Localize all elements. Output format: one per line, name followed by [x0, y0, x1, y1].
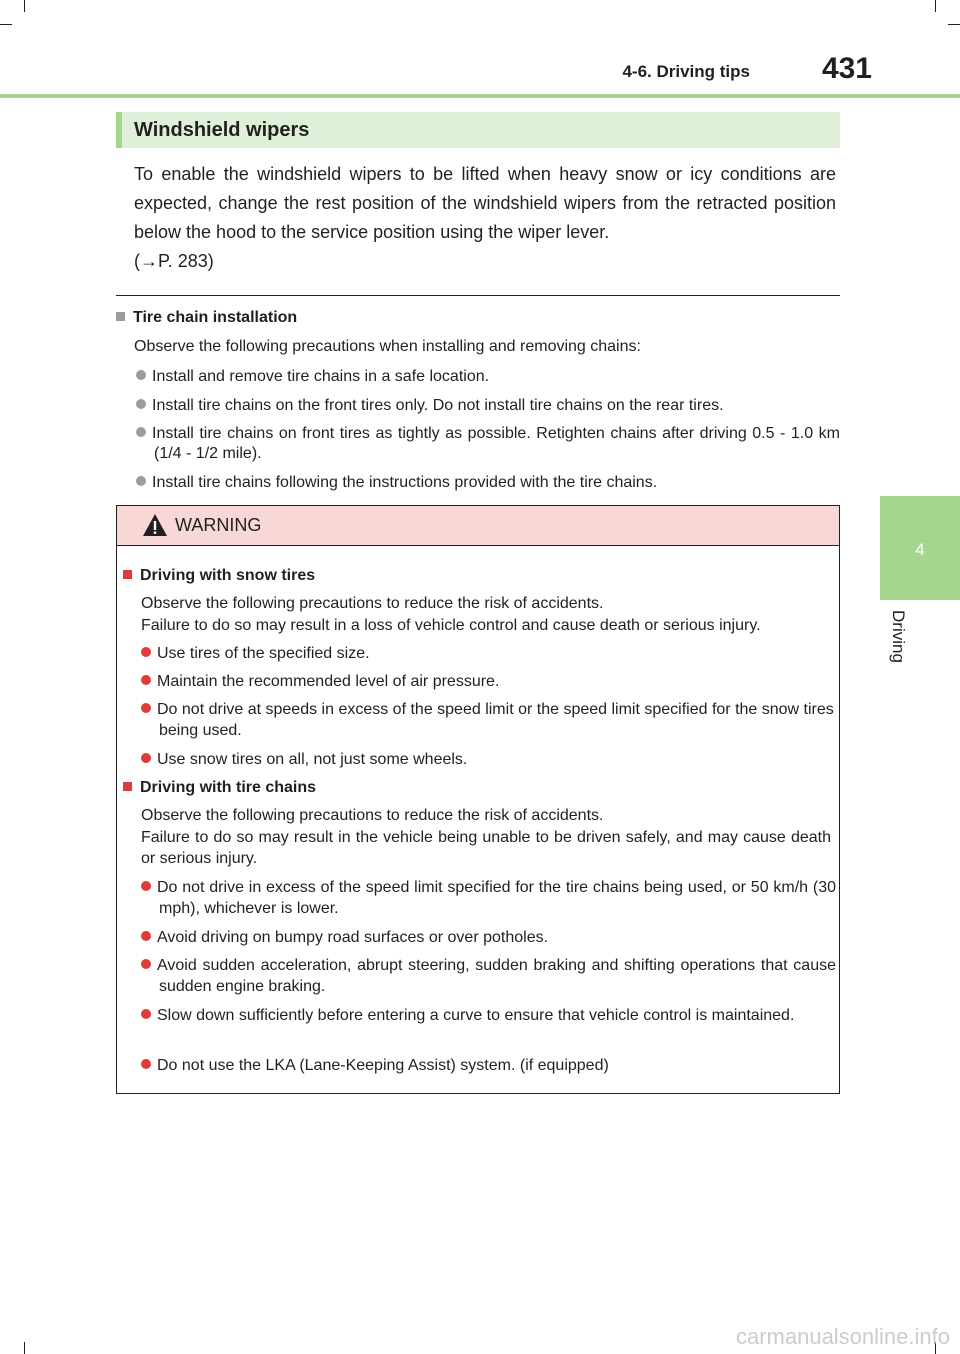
bullet-icon: [141, 1009, 151, 1019]
list-item: [141, 671, 836, 692]
list-item: [136, 367, 840, 387]
tire-chain-heading: [116, 309, 297, 327]
bullet-icon: [141, 753, 151, 763]
list-item-text: Do not drive at speeds in excess of the speed limit or the speed limit specified for the snow tires being used.: [157, 701, 834, 739]
crop-mark: [935, 0, 936, 12]
snow-tires-line1: Observe the following precautions to reduce the risk of accidents.: [141, 595, 604, 612]
list-item: [141, 877, 836, 919]
bullet-icon: [141, 881, 151, 891]
warning-triangle-icon: [142, 513, 168, 537]
chapter-label: [886, 610, 916, 680]
list-item-text: Use snow tires on all, not just some wheels.: [157, 751, 468, 768]
bullet-icon: [141, 647, 151, 657]
list-item-text: Use tires of the specified size.: [157, 645, 370, 662]
list-item-text: Do not use the LKA (Lane-Keeping Assist) system. (if equipped): [157, 1057, 609, 1074]
warning-title: WARNING: [175, 515, 262, 535]
snow-tires-heading-text: Driving with snow tires: [140, 567, 316, 584]
chapter-number: 4: [915, 540, 925, 559]
chapter-label-text: Driving: [889, 610, 908, 663]
running-header: 4-6. Driving tips: [622, 62, 750, 81]
bullet-icon: [141, 703, 151, 713]
bullet-icon: [136, 476, 146, 486]
list-item: [141, 955, 836, 997]
bullet-icon: [141, 959, 151, 969]
warning-header: [117, 506, 839, 546]
list-item: [141, 699, 836, 741]
list-item-text: Do not drive in excess of the speed limit specified for the tire chains being used, or 50 km/h (30 mph), whichever is lower.: [157, 879, 836, 917]
watermark: carmanualsonline.info: [735, 1324, 950, 1349]
snow-tires-line2: Failure to do so may result in a loss of vehicle control and cause death or serious injury.: [141, 617, 761, 634]
list-item: [136, 424, 840, 464]
arrow-icon: →: [140, 251, 158, 271]
list-item: [136, 396, 840, 416]
square-bullet-icon: [123, 570, 132, 579]
bullet-icon: [136, 427, 146, 437]
bullet-icon: [141, 675, 151, 685]
tire-chains-line2: Failure to do so may result in the vehicle being unable to be driven safely, and may cause death or serious injury.: [141, 829, 831, 867]
list-item-text: Avoid driving on bumpy road surfaces or over potholes.: [157, 929, 549, 946]
windshield-body: To enable the windshield wipers to be lifted when heavy snow or icy conditions are expected, change the rest position of the windshield wipers from the retracted position below the hood to the service position using the wiper lever.: [134, 164, 836, 242]
list-item-text: Install and remove tire chains in a safe location.: [152, 368, 490, 385]
list-item: [141, 749, 836, 770]
tire-chain-intro: Observe the following precautions when installing and removing chains:: [134, 338, 641, 355]
crop-mark: [24, 1342, 25, 1354]
header-rule: [0, 94, 960, 98]
list-item-text: Avoid sudden acceleration, abrupt steering, sudden braking and shifting operations that cause sudden engine braking.: [157, 957, 836, 995]
square-bullet-icon: [116, 312, 125, 321]
page-number: 431: [821, 52, 872, 85]
bullet-icon: [141, 1059, 151, 1069]
crop-mark: [0, 24, 12, 25]
tire-chains-heading: [123, 777, 316, 798]
square-bullet-icon: [123, 782, 132, 791]
page-reference[interactable]: (→P. 283): [134, 251, 214, 271]
bullet-icon: [136, 370, 146, 380]
crop-mark: [948, 24, 960, 25]
section-title: Windshield wipers: [134, 119, 310, 141]
list-item: [136, 473, 840, 493]
section-header-bar: [116, 112, 122, 148]
tire-chains-line1: Observe the following precautions to reduce the risk of accidents.: [141, 807, 604, 824]
list-item-text: Slow down sufficiently before entering a curve to ensure that vehicle control is maintained.: [157, 1007, 795, 1024]
bullet-icon: [141, 931, 151, 941]
tire-chain-heading-text: Tire chain installation: [133, 309, 298, 326]
crop-mark: [24, 0, 25, 12]
list-item: [141, 1055, 836, 1076]
list-item: [141, 1005, 836, 1026]
list-item: [141, 643, 836, 664]
list-item-text: Maintain the recommended level of air pressure.: [157, 673, 500, 690]
list-item-text: Install tire chains following the instructions provided with the tire chains.: [152, 474, 658, 491]
bullet-icon: [136, 399, 146, 409]
tire-chains-heading-text: Driving with tire chains: [140, 779, 317, 796]
list-item: [141, 927, 836, 948]
divider: [116, 295, 840, 296]
page-reference-link[interactable]: P. 283: [158, 251, 208, 271]
list-item-text: Install tire chains on front tires as tightly as possible. Retighten chains after driving 0.5 - 1.0 km (1/4 - 1/2 mile).: [152, 425, 840, 462]
list-item-text: Install tire chains on the front tires only. Do not install tire chains on the rear tires.: [152, 397, 724, 414]
chapter-tab[interactable]: [880, 496, 960, 600]
snow-tires-heading: [123, 565, 315, 586]
section-header-windshield: [116, 112, 840, 148]
